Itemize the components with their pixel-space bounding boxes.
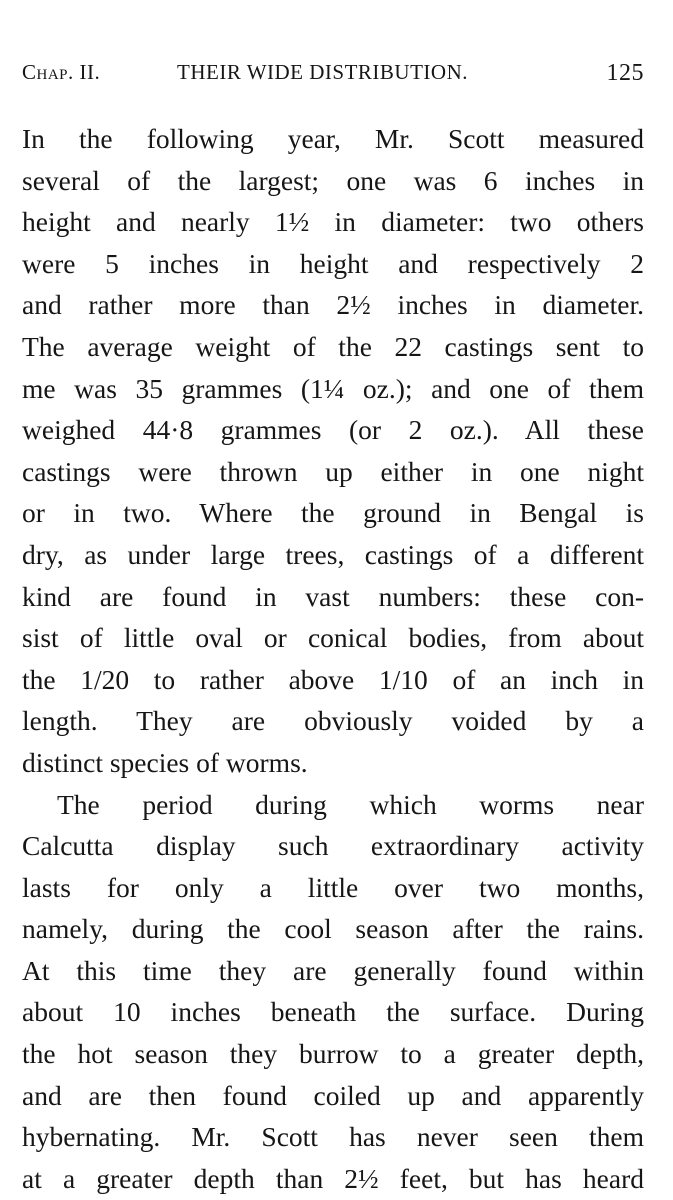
text-line: weighed 44·8 grammes (or 2 oz.). All these xyxy=(22,414,644,446)
paragraph-2 xyxy=(22,784,644,1200)
text-line: namely, during the cool season after the rains. xyxy=(22,913,644,945)
text-line: distinct species of worms. xyxy=(22,746,308,778)
text-line: and rather more than 2½ inches in diameter. xyxy=(22,289,644,321)
text-line: At this time they are generally found within xyxy=(22,954,644,986)
text-line: length. They are obviously voided by a xyxy=(22,705,644,737)
chapter-label: Chap. II. xyxy=(22,60,101,84)
text-line: Calcutta display such extraordinary activity xyxy=(22,830,644,862)
page-number: 125 xyxy=(606,60,644,86)
text-line: kind are found in vast numbers: these con- xyxy=(22,580,644,612)
text-line: or in two. Where the ground in Bengal is xyxy=(22,497,644,529)
text-line: several of the largest; one was 6 inches in xyxy=(22,164,644,196)
text-line: height and nearly 1½ in diameter: two others xyxy=(22,206,644,238)
text-line: were 5 inches in height and respectively 2 xyxy=(22,247,644,279)
text-line: The period during which worms near xyxy=(57,788,644,820)
text-line: the 1/20 to rather above 1/10 of an inch in xyxy=(22,663,644,695)
text-line: at a greater depth than 2½ feet, but has heard xyxy=(22,1162,644,1194)
text-line: sist of little oval or conical bodies, from about xyxy=(22,622,644,654)
text-line: In the following year, Mr. Scott measured xyxy=(22,123,644,154)
text-line: dry, as under large trees, castings of a different xyxy=(22,538,644,570)
running-title: THEIR WIDE DISTRIBUTION. xyxy=(177,60,468,84)
body-text xyxy=(22,118,644,1199)
text-line: The average weight of the 22 castings sent to xyxy=(22,330,644,362)
text-line: me was 35 grammes (1¼ oz.); and one of them xyxy=(22,372,644,404)
running-head xyxy=(22,60,644,92)
text-line: the hot season they burrow to a greater depth, xyxy=(22,1038,644,1070)
text-line: lasts for only a little over two months, xyxy=(22,871,644,903)
paragraph-1 xyxy=(22,118,644,784)
text-line: and are then found coiled up and apparently xyxy=(22,1079,644,1111)
text-line: about 10 inches beneath the surface. During xyxy=(22,996,644,1028)
text-line: castings were thrown up either in one night xyxy=(22,455,644,487)
text-line: hybernating. Mr. Scott has never seen them xyxy=(22,1121,644,1153)
